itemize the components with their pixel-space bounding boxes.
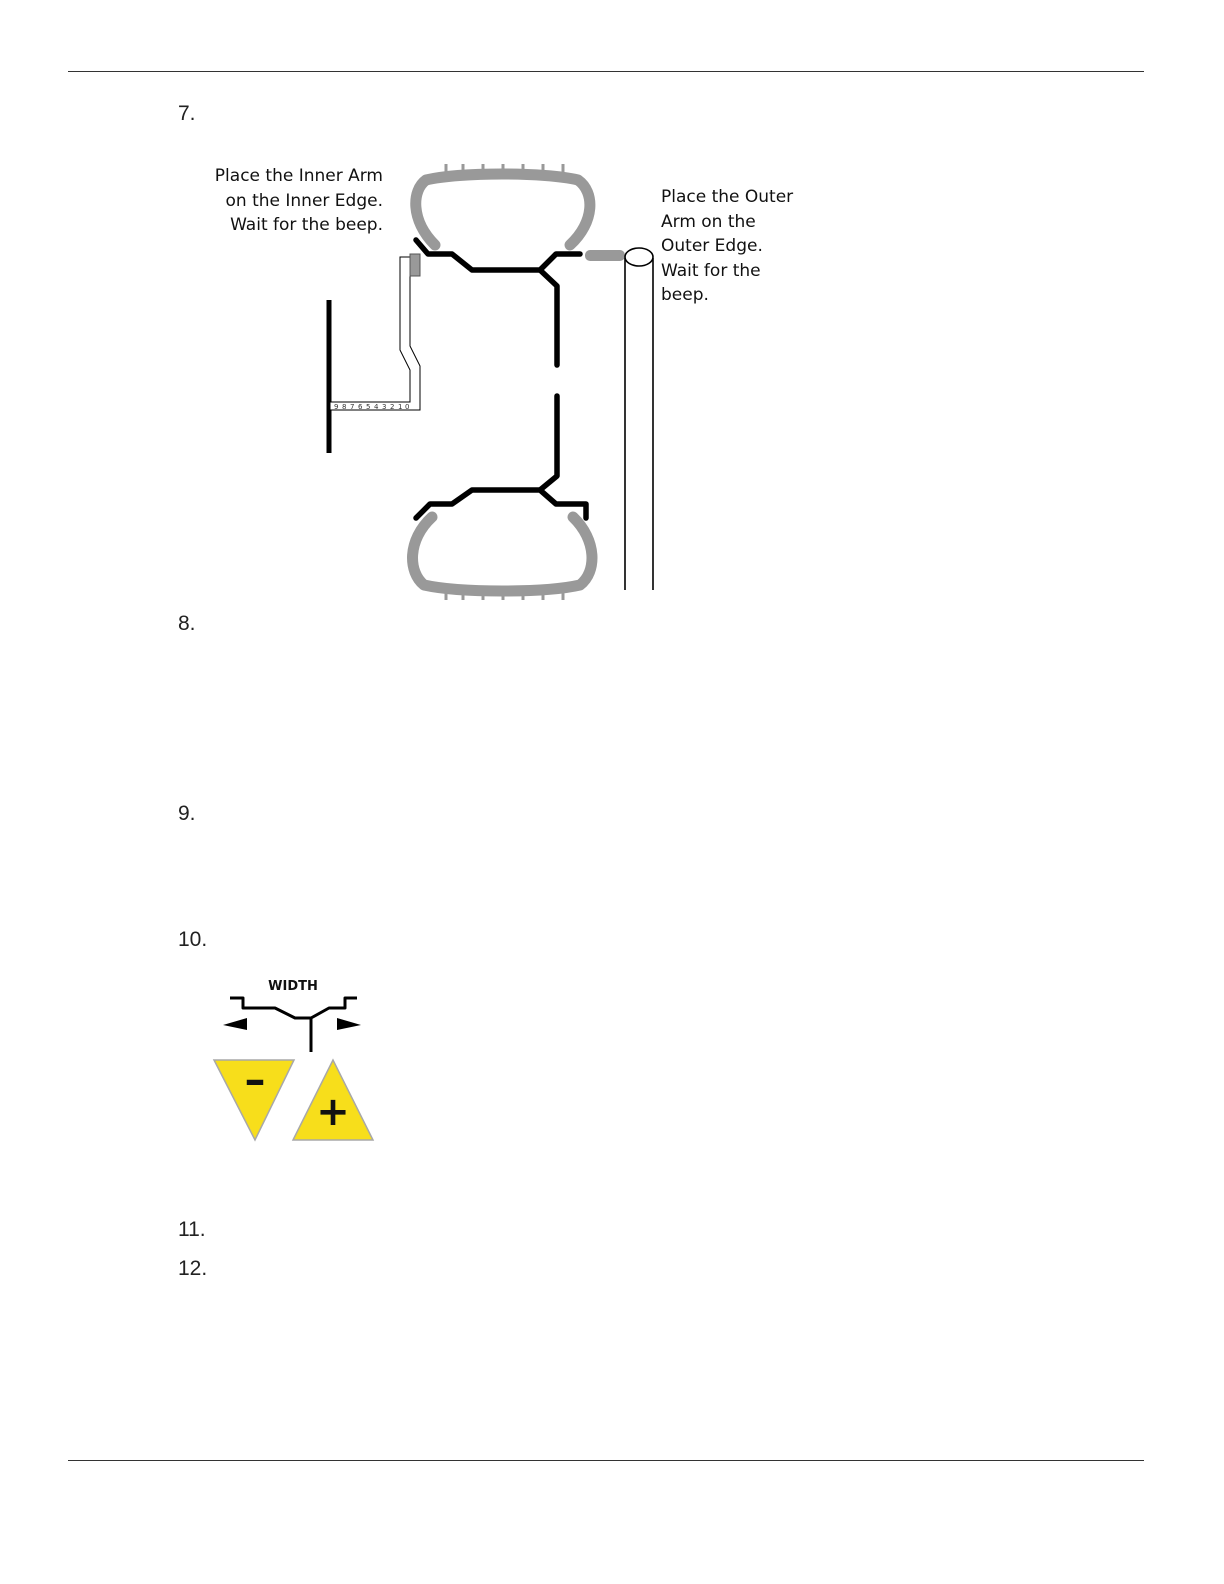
width-decrease-button[interactable] — [214, 1055, 294, 1140]
inner-arm — [330, 257, 420, 410]
inner-arm-sensor — [410, 254, 420, 276]
step-12-number: 12. — [178, 1257, 208, 1280]
plus-icon: + — [316, 1089, 350, 1135]
width-arrow-right-icon — [337, 1018, 361, 1030]
minus-icon: – — [244, 1055, 266, 1104]
footer-rule — [68, 1460, 1144, 1461]
inner-arm-callout: Place the Inner Arm on the Inner Edge. Wait for the beep. — [214, 166, 383, 235]
width-adjust-diagram — [205, 970, 405, 1150]
step-7-number: 7. — [178, 102, 196, 125]
svg-text:7: 7 — [350, 403, 355, 411]
wheel-measurement-diagram — [0, 0, 1224, 640]
step-11-number: 11. — [178, 1218, 206, 1241]
svg-text:8: 8 — [342, 403, 347, 411]
step-10-number: 10. — [178, 928, 208, 951]
svg-text:1: 1 — [398, 403, 403, 411]
step-8-number: 8. — [178, 612, 196, 635]
outer-arm-callout: Place the Outer Arm on the Outer Edge. Wait for the beep. — [661, 187, 794, 305]
svg-text:0: 0 — [405, 403, 410, 411]
svg-text:4: 4 — [374, 403, 379, 411]
outer-arm-pad — [585, 250, 625, 261]
top-tire — [416, 174, 590, 245]
bottom-tire — [413, 517, 592, 591]
svg-text:5: 5 — [366, 403, 371, 411]
outer-arm-pole — [625, 248, 653, 590]
width-label: WIDTH — [268, 979, 318, 994]
svg-text:9: 9 — [334, 403, 339, 411]
svg-text:6: 6 — [358, 403, 363, 411]
rim-profile — [416, 240, 586, 518]
width-increase-button[interactable] — [293, 1060, 373, 1140]
width-arrow-left-icon — [223, 1018, 247, 1030]
svg-text:3: 3 — [382, 403, 387, 411]
svg-text:2: 2 — [390, 403, 395, 411]
step-9-number: 9. — [178, 802, 196, 825]
